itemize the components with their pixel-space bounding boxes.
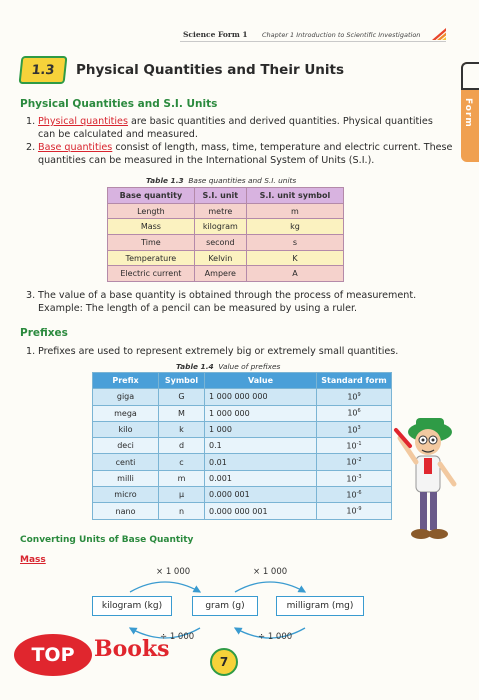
- table-cell: m: [246, 203, 343, 219]
- table-2-caption: [176, 362, 280, 371]
- standard-form-base: 10: [346, 490, 357, 500]
- table-cell: d: [159, 438, 205, 454]
- side-tab: [461, 62, 479, 162]
- unit-box-milligram: milligram (mg): [276, 596, 364, 616]
- subheading-converting: Converting Units of Base Quantity: [20, 535, 194, 545]
- table-row: [108, 250, 344, 266]
- table-cell: 0.01: [205, 454, 317, 470]
- point-3-example: Example: The length of a pencil can be measured by using a ruler.: [38, 302, 358, 314]
- point-1-text: are basic quantities and derived quantities. Physical quantities can be calculated and measured.: [38, 116, 433, 140]
- point-1: [26, 116, 448, 141]
- table-cell: centi: [93, 454, 159, 470]
- standard-form-cell: [317, 421, 392, 437]
- table-cell: Kelvin: [194, 250, 246, 266]
- table-row: [108, 203, 344, 219]
- table-cell: 0.000 001: [205, 487, 317, 503]
- table-row: [93, 454, 392, 470]
- table-cell: c: [159, 454, 205, 470]
- point-2-text: consist of length, mass, time, temperature and electric current. These quantities can be measured in the International System of Units (S.I.).: [38, 142, 453, 166]
- table-cell: n: [159, 503, 205, 519]
- table-2-header: Symbol: [159, 373, 205, 389]
- standard-form-base: 10: [347, 392, 358, 402]
- table-cell: G: [159, 389, 205, 405]
- table-cell: Ampere: [194, 266, 246, 282]
- point-3-text: The value of a base quantity is obtained through the process of measurement.: [38, 290, 417, 301]
- table-cell: nano: [93, 503, 159, 519]
- standard-form-exponent: -2: [356, 457, 362, 464]
- book-title: Science Form 1: [183, 30, 248, 39]
- standard-form-base: 10: [346, 474, 357, 484]
- table-cell: micro: [93, 487, 159, 503]
- table-cell: kg: [246, 219, 343, 235]
- table-cell: 0.000 000 001: [205, 503, 317, 519]
- mass-label: Mass: [20, 555, 46, 565]
- table-2-header: Prefix: [93, 373, 159, 389]
- table-row: [93, 503, 392, 519]
- standard-form-exponent: 9: [357, 392, 361, 399]
- side-tab-label: Form: [463, 98, 473, 128]
- standard-form-exponent: -1: [356, 441, 362, 447]
- table-cell: second: [194, 235, 246, 251]
- table-cell: giga: [93, 389, 159, 405]
- prefixes-table: [92, 372, 392, 520]
- page-header: [0, 28, 479, 42]
- op-divide-2: ÷ 1 000: [258, 632, 293, 642]
- table-cell: Length: [108, 203, 195, 219]
- table-1-header: S.I. unit symbol: [246, 188, 343, 204]
- standard-form-cell: [317, 438, 392, 454]
- table-cell: μ: [159, 487, 205, 503]
- table-1-header: S.I. unit: [194, 188, 246, 204]
- point-3-number: 3.: [26, 290, 36, 301]
- scientist-cartoon: [388, 408, 468, 548]
- chapter-title: Chapter 1 Introduction to Scientific Investigation: [262, 31, 421, 39]
- standard-form-exponent: -6: [356, 489, 362, 496]
- op-times-2: × 1 000: [253, 567, 288, 577]
- section-number: 1.3: [30, 62, 56, 78]
- table-cell: Temperature: [108, 250, 195, 266]
- unit-box-kilogram: kilogram (kg): [92, 596, 172, 616]
- prefix-point-1: [26, 346, 458, 359]
- header-rule: [180, 41, 446, 42]
- section-number-badge: [19, 56, 68, 84]
- subheading-si-units: Physical Quantities and S.I. Units: [20, 98, 218, 110]
- table-cell: Time: [108, 235, 195, 251]
- term-physical-quantities: Physical quantities: [38, 116, 128, 127]
- table-cell: 0.001: [205, 470, 317, 486]
- base-quantities-table: [107, 187, 344, 282]
- topbooks-logo-top: TOP: [14, 634, 92, 676]
- table-cell: milli: [93, 470, 159, 486]
- table-row: [93, 438, 392, 454]
- unit-box-gram: gram (g): [192, 596, 258, 616]
- table-1-caption-text: Base quantities and S.I. units: [188, 176, 297, 185]
- standard-form-cell: [317, 503, 392, 519]
- topbooks-logo-books: Books: [94, 636, 170, 662]
- standard-form-base: 10: [346, 441, 357, 451]
- table-row: [108, 219, 344, 235]
- standard-form-base: 10: [347, 425, 358, 435]
- standard-form-cell: [317, 389, 392, 405]
- table-cell: kilo: [93, 421, 159, 437]
- standard-form-exponent: 6: [357, 408, 361, 415]
- standard-form-base: 10: [347, 409, 358, 419]
- table-cell: K: [246, 250, 343, 266]
- table-cell: mega: [93, 405, 159, 421]
- table-cell: 1 000 000 000: [205, 389, 317, 405]
- point-1-number: 1.: [26, 116, 36, 127]
- standard-form-exponent: -3: [356, 473, 362, 480]
- table-cell: Mass: [108, 219, 195, 235]
- side-tab-top: [461, 62, 479, 90]
- prefix-point-text: Prefixes are used to represent extremely big or extremely small quantities.: [38, 346, 399, 357]
- table-row: [93, 470, 392, 486]
- table-cell: s: [246, 235, 343, 251]
- table-2-caption-label: Table 1.4: [176, 362, 214, 371]
- standard-form-cell: [317, 470, 392, 486]
- point-2: [26, 142, 458, 167]
- table-1-caption: [146, 176, 296, 185]
- table-2-caption-text: Value of prefixes: [218, 362, 281, 371]
- op-divide-1: ÷ 1 000: [160, 632, 195, 642]
- table-cell: 1 000 000: [205, 405, 317, 421]
- point-3: [26, 290, 458, 315]
- op-times-1: × 1 000: [156, 567, 191, 577]
- prefix-point-number: 1.: [26, 346, 36, 357]
- table-cell: k: [159, 421, 205, 437]
- table-cell: m: [159, 470, 205, 486]
- table-cell: kilogram: [194, 219, 246, 235]
- standard-form-cell: [317, 405, 392, 421]
- table-cell: A: [246, 266, 343, 282]
- table-1-caption-label: Table 1.3: [146, 176, 184, 185]
- table-cell: 0.1: [205, 438, 317, 454]
- table-cell: M: [159, 405, 205, 421]
- standard-form-base: 10: [346, 506, 357, 516]
- table-row: [93, 405, 392, 421]
- standard-form-exponent: 3: [357, 424, 361, 431]
- table-row: [93, 421, 392, 437]
- table-cell: deci: [93, 438, 159, 454]
- standard-form-cell: [317, 487, 392, 503]
- term-base-quantities: Base quantities: [38, 142, 113, 153]
- table-row: [108, 266, 344, 282]
- table-cell: metre: [194, 203, 246, 219]
- table-2-header: Value: [205, 373, 317, 389]
- table-row: [93, 487, 392, 503]
- table-cell: 1 000: [205, 421, 317, 437]
- subheading-prefixes: Prefixes: [20, 327, 68, 339]
- table-row: [108, 235, 344, 251]
- stripes-icon: [432, 28, 446, 40]
- page-number: 7: [210, 648, 238, 676]
- point-2-number: 2.: [26, 142, 36, 153]
- standard-form-cell: [317, 454, 392, 470]
- section-title: Physical Quantities and Their Units: [76, 62, 345, 78]
- table-1-header: Base quantity: [108, 188, 195, 204]
- standard-form-base: 10: [346, 457, 357, 467]
- standard-form-exponent: -9: [356, 506, 362, 513]
- table-2-header: Standard form: [317, 373, 392, 389]
- table-cell: Electric current: [108, 266, 195, 282]
- table-row: [93, 389, 392, 405]
